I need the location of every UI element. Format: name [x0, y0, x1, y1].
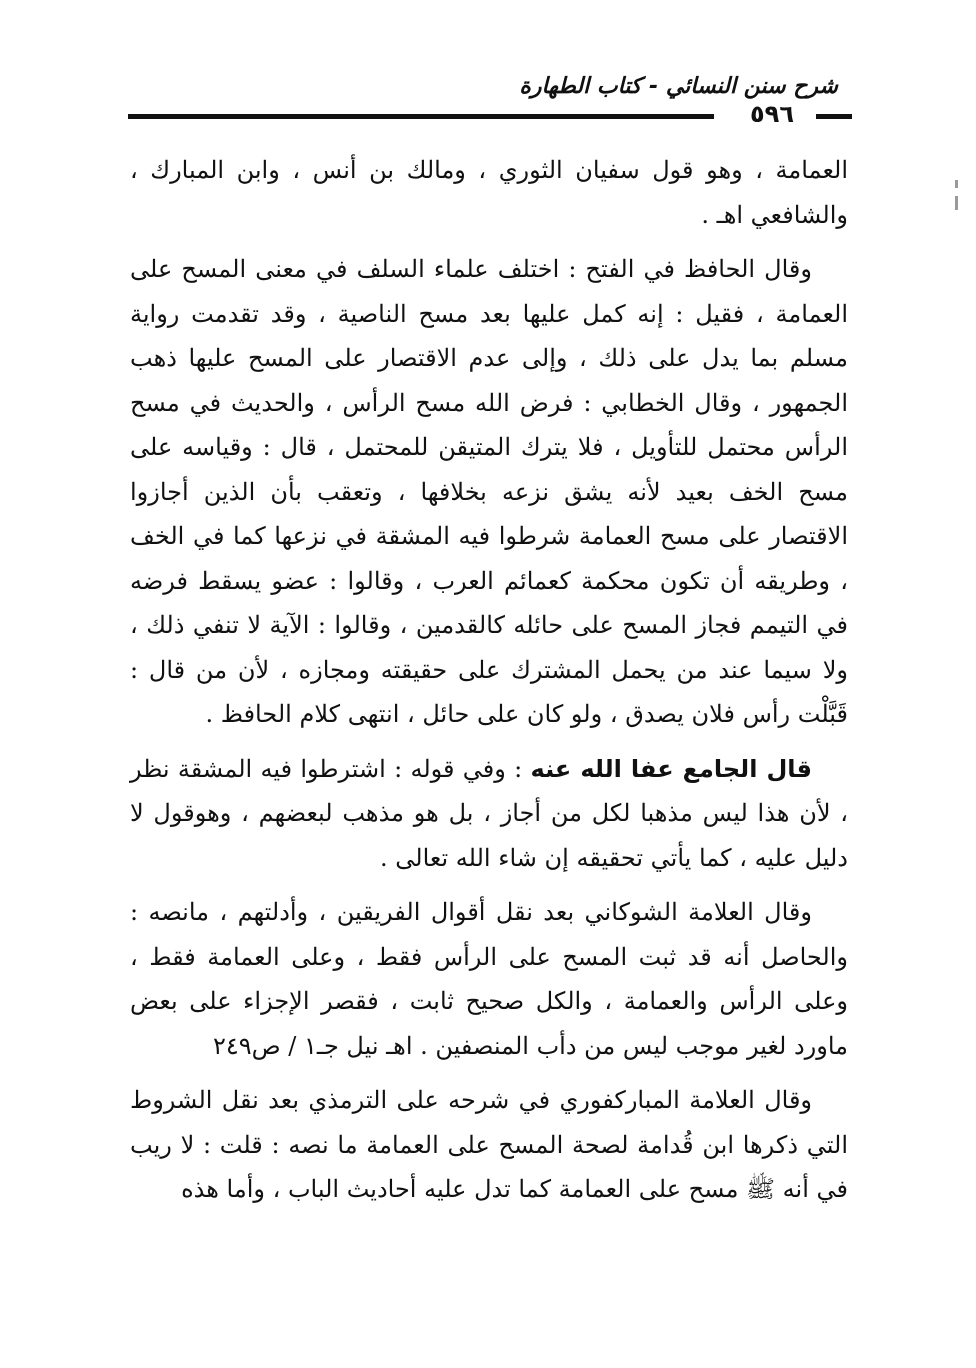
- paragraph-text: وقال الحافظ في الفتح : اختلف علماء السلف في معنى المسح على العمامة ، فقيل : إنه كمل عليها بعد مسح الناصية ، وقد تقدمت رواية مسلم بما يدل على ذلك ، وإلى عدم الاقتصار على المسح عليها ذهب الجمهور ، وقال الخطابي : فرض الله مسح الرأس ، والحديث في مسح الرأس محتمل للتأويل ، فلا يترك المتيقن للمحتمل ، قال : وقياسه على مسح الخف بعيد لأنه يشق نزعه بخلافها ، وتعقب بأن الذين أجازوا الاقتصار على مسح العمامة شرطوا فيه المشقة في نزعها كما في الخف ، وطريقه أن تكون محكمة كعمائم العرب ، وقالوا : عضو يسقط فرضه في التيمم فجاز المسح على حائله كالقدمين ، وقالوا : الآية لا تنفي ذلك ، ولا سيما عند من يحمل المشترك على حقيقته ومجازه ، لأن من قال : قَبَّلْت رأس فلان يصدق ، ولو كان على حائل ، انتهى كلام الحافظ .: [130, 255, 848, 728]
- running-title: شرح سنن النسائي - كتاب الطهارة: [519, 74, 838, 99]
- paragraph-text: وقال العلامة المباركفوري في شرحه على الترمذي بعد نقل الشروط التي ذكرها ابن قُدامة لصحة المسح على العمامة ما نصه : قلت : لا ريب في أنه ﷺ مسح على العمامة كما تدل عليه أحاديث الباب ، وأما هذه: [130, 1086, 848, 1203]
- author-note-lead: قال الجامع عفا الله عنه: [530, 754, 812, 783]
- header-rule-end: [816, 114, 852, 119]
- page-header: [128, 70, 852, 132]
- paragraph: [130, 890, 848, 1068]
- paragraph-text: : وفي قوله : اشترطوا فيه المشقة نظر ، لأن هذا ليس مذهبا لكل من أجاز ، بل هو مذهب لبعضهم ، وهوقول لا دليل عليه ، كما يأتي تحقيقه إن شاء الله تعالى .: [130, 754, 848, 872]
- paragraph: [130, 747, 848, 881]
- scan-speck: [955, 196, 958, 210]
- header-rule: [128, 114, 714, 119]
- paragraph-text: العمامة ، وهو قول سفيان الثوري ، ومالك بن أنس ، وابن المبارك ، والشافعي اهـ .: [130, 156, 848, 229]
- page-body: [130, 148, 848, 1222]
- paragraph-text: وقال العلامة الشوكاني بعد نقل أقوال الفريقين ، وأدلتهم ، مانصه : والحاصل أنه قد ثبت المسح على الرأس فقط ، وعلى العمامة فقط ، وعلى الرأس والعمامة ، والكل صحيح ثابت ، فقصر الإجزاء على بعض ماورد لغير موجب ليس من دأب المنصفين . اهـ نيل جـ١ / ص٢٤٩: [130, 898, 848, 1060]
- paragraph: [130, 1078, 848, 1212]
- paragraph: [130, 247, 848, 737]
- scan-speck: [955, 180, 958, 188]
- paragraph: [130, 148, 848, 237]
- page-number: ٥٩٦: [750, 100, 794, 128]
